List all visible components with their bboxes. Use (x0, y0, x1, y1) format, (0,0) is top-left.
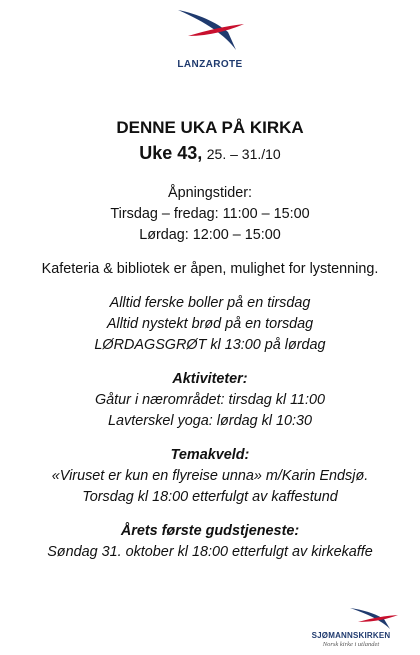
theme-evening-heading: Temakveld: (170, 447, 250, 463)
service-section (0, 521, 420, 563)
service-heading: Årets første gudstjeneste: (120, 523, 300, 539)
opening-hours-line: Lørdag: 12:00 – 15:00 (139, 227, 281, 243)
opening-hours (0, 183, 420, 246)
activity-item: Lavterskel yoga: lørdag kl 10:30 (108, 413, 312, 429)
bread-line: Alltid ferske boller på en tirsdag (109, 295, 311, 311)
week-dates: 25. – 31./10 (206, 146, 281, 162)
opening-hours-heading: Åpningstider: (168, 185, 252, 201)
footer-brand-name: SJØMANNSKIRKEN (311, 631, 391, 640)
activities-section (0, 369, 420, 432)
bread-line: Alltid nystekt brød på en torsdag (106, 316, 314, 332)
theme-evening-line: Torsdag kl 18:00 etterfulgt av kaffestund (82, 489, 338, 505)
bread-schedule (0, 293, 420, 356)
theme-evening-section (0, 445, 420, 508)
logo-location-label: LANZAROTE (177, 59, 243, 70)
cafe-library-line: Kafeteria & bibliotek er åpen, mulighet for lystenning. (41, 261, 379, 277)
activities-heading: Aktiviteter: (172, 371, 248, 387)
service-line: Søndag 31. oktober kl 18:00 etterfulgt av kirkekaffe (47, 544, 373, 560)
footer-tagline: Norsk kirke i utlandet (322, 641, 380, 648)
theme-evening-line: «Viruset er kun en flyreise unna» m/Karin Endsjø. (51, 468, 369, 484)
week-line (0, 140, 420, 168)
bread-line: LØRDAGSGRØT kl 13:00 på lørdag (94, 337, 326, 353)
week-number: Uke 43, (139, 143, 203, 163)
activity-item: Gåtur i nærområdet: tirsdag kl 11:00 (94, 392, 326, 408)
notice-content (0, 116, 420, 576)
opening-hours-line: Tirsdag – fredag: 11:00 – 15:00 (110, 206, 310, 222)
sjomannskirken-logo-icon (174, 6, 246, 54)
page-title: DENNE UKA PÅ KIRKA (116, 118, 304, 137)
sjomannskirken-logo-icon (346, 606, 400, 630)
